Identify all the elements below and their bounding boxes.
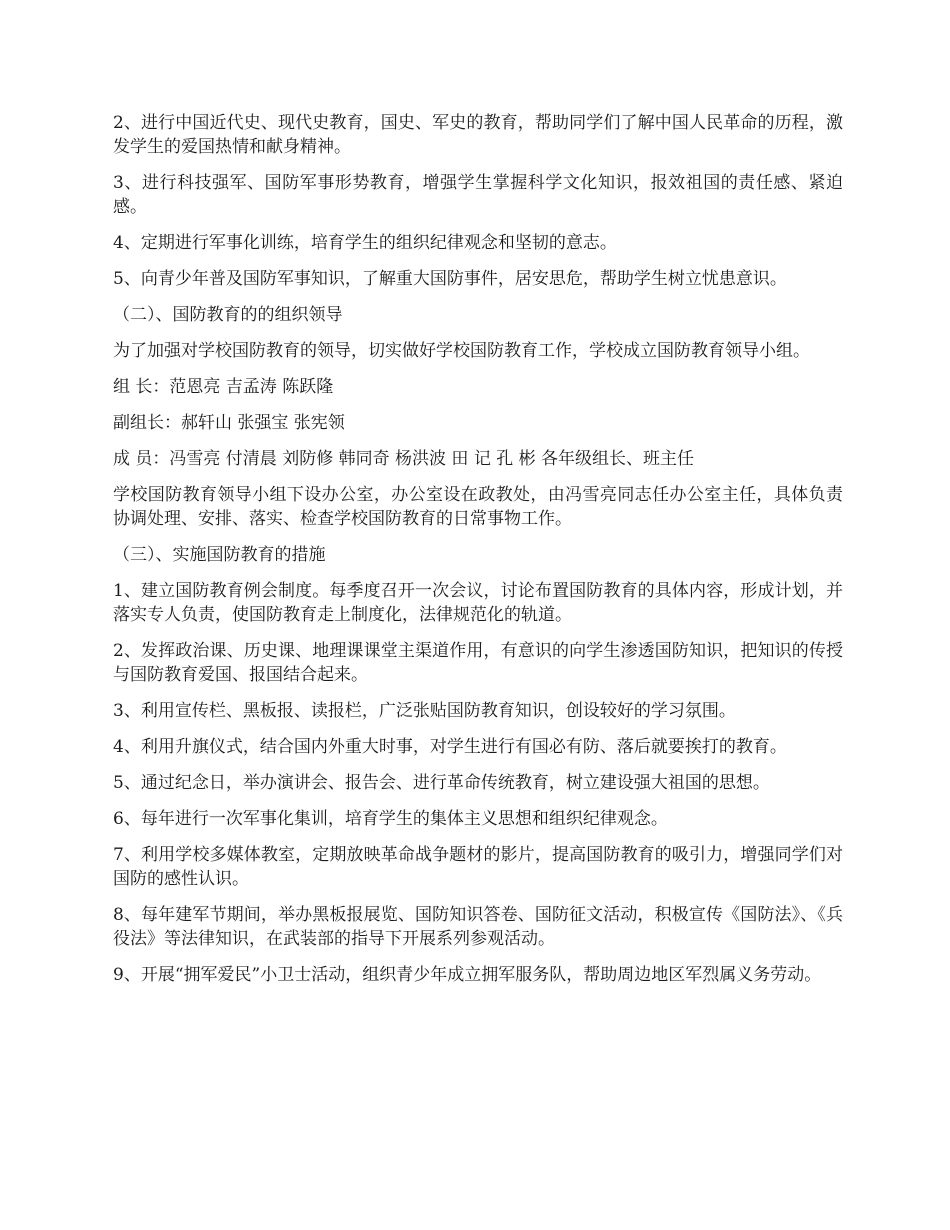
deputy-leader-line: 副组长：郝轩山 张强宝 张宪领 [113,413,345,433]
paragraph: 6、每年进行一次军事化集训，培育学生的集体主义思想和组织纪律观念。 [113,809,668,829]
paragraph: 学校国防教育领导小组下设办公室，办公室设在政教处，由冯雪亮同志任办公室主任，具体负责协调处理、安排、落实、检查学校国防教育的日常事物工作。 [113,485,843,529]
paragraph: 为了加强对学校国防教育的领导，切实做好学校国防教育工作，学校成立国防教育领导小组。 [113,341,810,361]
members-line: 成 员：冯雪亮 付清晨 刘防修 韩同奇 杨洪波 田 记 孔 彬 各年级组长、班主任 [113,449,695,469]
paragraph: 4、利用升旗仪式，结合国内外重大时事，对学生进行有国必有防、落后就要挨打的教育。 [113,737,787,757]
paragraph: 2、发挥政治课、历史课、地理课课堂主渠道作用，有意识的向学生渗透国防知识，把知识的传授与国防教育爱国、报国结合起来。 [113,641,843,685]
paragraph: 1、建立国防教育例会制度。每季度召开一次会议，讨论布置国防教育的具体内容，形成计划，并落实专人负责，使国防教育走上制度化，法律规范化的轨道。 [113,581,843,625]
leader-line: 组 长：范恩亮 吉孟涛 陈跃隆 [113,377,334,397]
paragraph: 3、利用宣传栏、黑板报、读报栏，广泛张贴国防教育知识，创设较好的学习氛围。 [113,701,736,721]
section-heading: （二）、国防教育的的组织领导 [113,305,343,325]
paragraph: 9、开展“拥军爱民”小卫士活动，组织青少年成立拥军服务队，帮助周边地区军烈属义务劳动。 [113,965,822,985]
paragraph: 3、进行科技强军、国防军事形势教育，增强学生掌握科学文化知识，报效祖国的责任感、紧迫感。 [113,173,843,217]
paragraph: 8、每年建军节期间，举办黑板报展览、国防知识答卷、国防征文活动，积极宣传《国防法》、《兵役法》等法律知识，在武装部的指导下开展系列参观活动。 [113,905,843,949]
paragraph: 5、向青少年普及国防军事知识，了解重大国防事件，居安思危，帮助学生树立忧患意识。 [113,269,787,289]
paragraph: 5、通过纪念日，举办演讲会、报告会、进行革命传统教育，树立建设强大祖国的思想。 [113,773,770,793]
section-heading: （三）、实施国防教育的措施 [113,545,326,565]
paragraph: 2、进行中国近代史、现代史教育，国史、军史的教育，帮助同学们了解中国人民革命的历程，激发学生的爱国热情和献身精神。 [113,113,843,157]
paragraph: 7、利用学校多媒体教室，定期放映革命战争题材的影片，提高国防教育的吸引力，增强同学们对国防的感性认识。 [113,845,843,889]
document-body [113,111,843,999]
paragraph: 4、定期进行军事化训练，培育学生的组织纪律观念和坚韧的意志。 [113,233,617,253]
